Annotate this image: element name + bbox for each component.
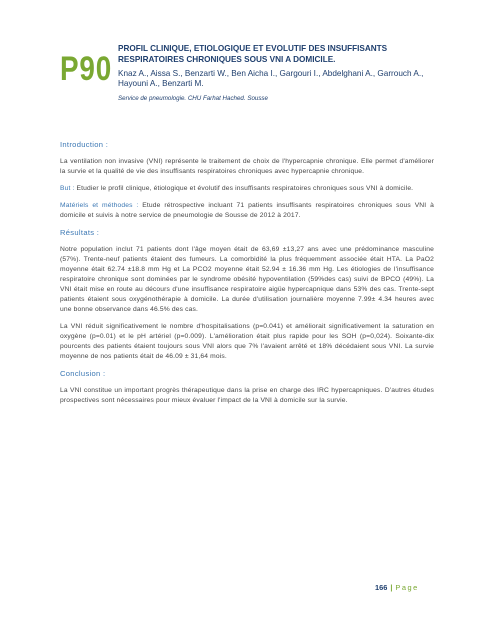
aim-heading: But : <box>60 185 75 192</box>
footer-separator: | <box>390 583 393 592</box>
page-footer <box>375 583 419 592</box>
conclusion-heading: Conclusion : <box>60 369 106 378</box>
page-label: Page <box>395 583 419 592</box>
results-text-1: Notre population inclut 71 patients dont l'âge moyen était de 63,69 ±13,27 ans avec une prédominance masculine (57%). Trente-neuf patients étaient des fumeurs. La comorbidité la plus fréquemment associée était HTA. La PaO2 moyenne était 62.74 ±18.8 mm Hg et La PCO2 moyenne était 52.94 ± 16.36 mm Hg. Les étiologies de l'insuffisance respiratoire chronique sont dominées par le syndrome obésité hypoventilation (59%des cas) suivi de BPCO (49%). La VNI était mise en route au décours d'une insuffisance respiratoire aigüe hypercapnique dans 53% des cas. Trente-sept patients étaient sous oxygénothérapie à domicile. La durée d'utilisation journalière moyenne 7.99± 4.34 heures avec une bonne observance dans 46.5% des cas. <box>60 246 434 313</box>
author-list: Knaz A., Aissa S., Benzarti W., Ben Aicha I., Gargouri I., Abdelghani A., Garrouch A., Hayouni A., Benzarti M. <box>118 69 424 88</box>
abstract-body <box>60 140 434 413</box>
introduction-text: La ventilation non invasive (VNI) représente le traitement de choix de l'hypercapnie chronique. Elle permet d'améliorer la survie et la qualité de vie des insuffisants respiratoires chroniques avec hypercapnie chronique. <box>60 158 434 175</box>
conclusion-text: La VNI constitue un important progrès thérapeutique dans la prise en charge des IRC hypercapniques. D'autres études prospectives sont nécessaires pour mieux évaluer l'impact de la VNI à domicile sur la survie. <box>60 387 434 404</box>
results-text-2: La VNI réduit significativement le nombre d'hospitalisations (p=0.041) et améliorait significativement la saturation en oxygène (p=0.01) et le pH artériel (p=0.009). L'amélioration était plus rapide pour les SOH (p=0,024). Soixante-dix pourcents des patients étaient toujours sous VNI alors que 7% l'avaient arrêté et 18% décédaient sous VNI. La survie moyenne de nos patients était de 46.09 ± 31,64 mois. <box>60 323 434 360</box>
page-number: 166 <box>375 583 388 592</box>
aim-paragraph <box>60 184 434 194</box>
header-text-block <box>118 44 444 102</box>
abstract-code: P90 <box>60 50 113 88</box>
results-heading: Résultats : <box>60 228 100 237</box>
methods-heading: Matériels et méthodes : <box>60 202 139 209</box>
aim-text: Etudier le profil clinique, étiologique et évolutif des insuffisants respiratoires chroniques sous VNI à domicile. <box>76 185 414 192</box>
methods-paragraph <box>60 201 434 221</box>
introduction-heading: Introduction : <box>60 140 109 149</box>
affiliation: Service de pneumologie. CHU Farhat Hached. Sousse <box>118 95 268 102</box>
methods-text: Etude rétrospective incluant 71 patients insuffisants respiratoires chroniques sous VNI à domicile et suivis à notre service de pneumologie de Sousse de 2012 à 2017. <box>60 202 435 219</box>
abstract-header <box>60 44 440 114</box>
abstract-title: PROFIL CLINIQUE, ETIOLOGIQUE ET EVOLUTIF DES INSUFFISANTS RESPIRATOIRES CHRONIQUES SOUS VNI A DOMICILE. <box>118 44 388 64</box>
